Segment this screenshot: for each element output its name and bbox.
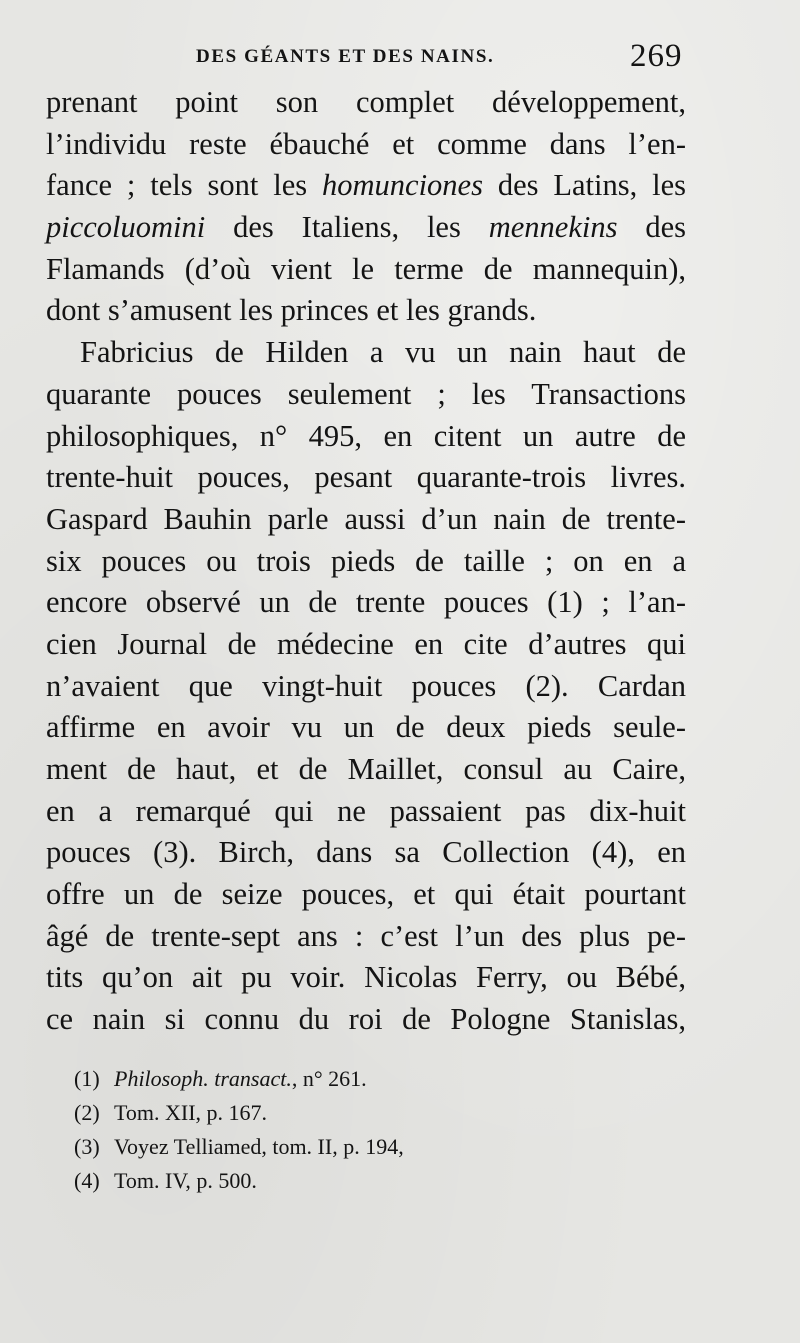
footnote-mark: (3) [74,1134,100,1159]
text-line: dont s’amusent les princes et les grands. [46,293,537,328]
text-line: Flamands (d’où vient le terme de mannequin), [46,251,686,286]
text-line: l’individu reste ébauché et comme dans l’en- [46,126,686,161]
text-line: cien Journal de médecine en cite d’autres qui [46,626,686,661]
text-line: quarante pouces seulement ; les Transactions [46,376,686,411]
italic-term: mennekins [488,210,618,245]
page-header [0,38,800,78]
running-head: DES GÉANTS ET DES NAINS. [196,46,495,67]
text-line [46,165,686,207]
text-line: tits qu’on ait pu voir. Nicolas Ferry, ou Bébé, [46,960,686,995]
footnote [74,1096,474,1130]
footnote-text: , n° 261. [291,1066,367,1091]
footnote-text: Tom. IV, p. 500. [114,1168,257,1193]
text-line: âgé de trente-sept ans : c’est l’un des plus pe- [46,918,686,953]
text-line: Gaspard Bauhin parle aussi d’un nain de trente- [46,501,686,536]
text-line: prenant point son complet développement, [46,85,686,119]
footnotes [74,1062,474,1198]
text-line: six pouces ou trois pieds de taille ; on en a [46,543,686,578]
footnote-mark: (1) [74,1066,100,1091]
footnote-text: Tom. XII, p. 167. [114,1100,268,1125]
text-segment: des [617,210,686,245]
footnote [74,1164,474,1198]
footnote-text: Voyez Telliamed, tom. II, p. 194, [114,1134,404,1159]
text-line: pouces (3). Birch, dans sa Collection (4), en [46,835,686,870]
text-line [46,207,686,249]
text-line: ce nain si connu du roi de Pologne Stanislas, [46,1002,686,1037]
text-segment: fance ; tels sont les [46,168,322,203]
text-line: en a remarqué qui ne passaient pas dix-huit [46,793,686,828]
text-line: offre un de seize pouces, et qui était pourtant [46,877,686,912]
text-line: Fabricius de Hilden a vu un nain haut de [80,335,686,370]
text-line: trente-huit pouces, pesant quarante-trois livres. [46,460,686,495]
page-number: 269 [630,38,683,74]
italic-term: piccoluomini [46,210,206,245]
text-segment: des Italiens, les [205,210,489,245]
footnote-italic: Philosoph. transact. [114,1066,292,1091]
text-segment: des Latins, les [482,168,686,203]
footnote [74,1130,474,1164]
text-line: ment de haut, et de Maillet, consul au Caire, [46,752,686,786]
footnote [74,1062,474,1096]
text-line: n’avaient que vingt-huit pouces (2). Cardan [46,668,686,703]
text-line: philosophiques, n° 495, en citent un autre de [46,418,686,453]
text-line: encore observé un de trente pouces (1) ; l’an- [46,585,686,620]
text-line: affirme en avoir vu un de deux pieds seule- [46,710,686,745]
footnote-mark: (2) [74,1100,100,1125]
body-text [46,82,686,1041]
italic-term: homunciones [322,168,483,203]
footnote-mark: (4) [74,1168,100,1193]
